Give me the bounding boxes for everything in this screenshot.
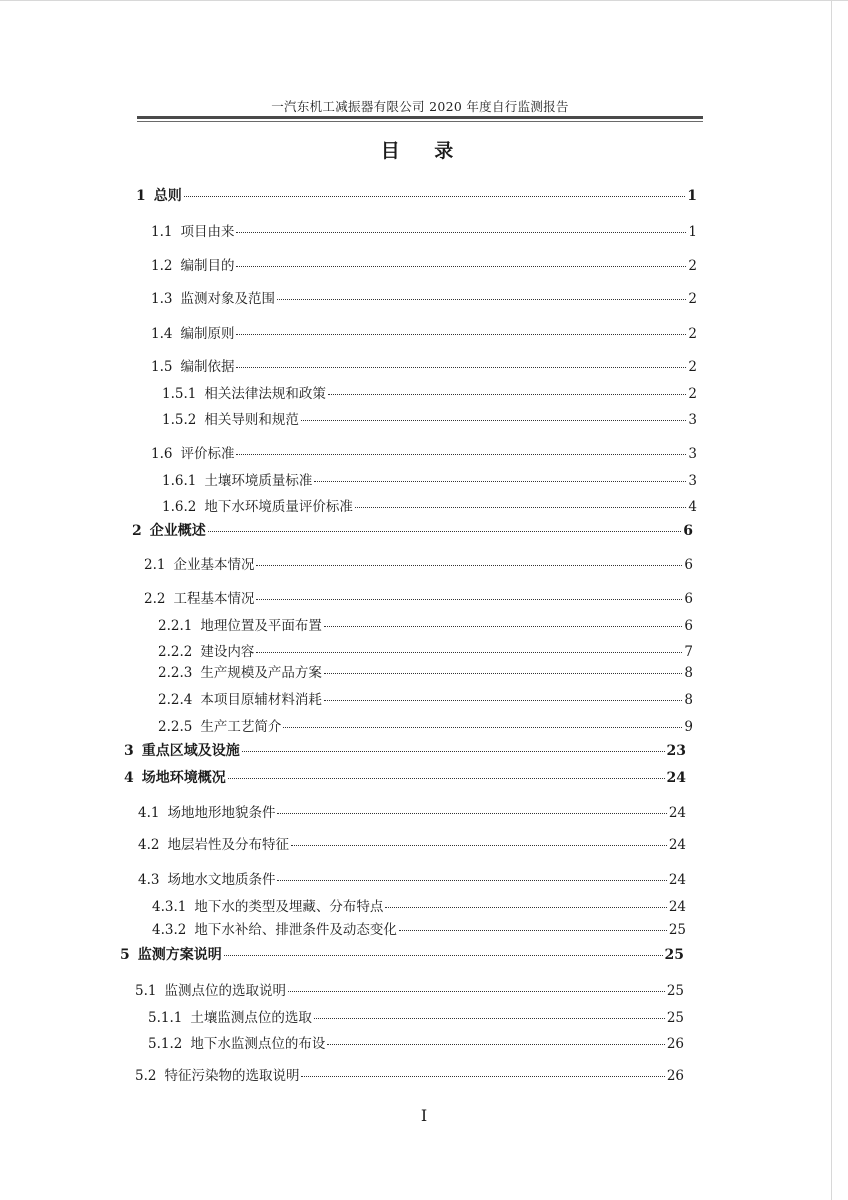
toc-entry-page: 2 (688, 359, 697, 375)
toc-entry[interactable] (152, 922, 686, 938)
toc-entry-page: 2 (688, 258, 697, 274)
toc-leader-dots (277, 299, 686, 300)
toc-entry-page: 25 (664, 947, 684, 963)
toc-entry-number: 5.1.2 (148, 1036, 183, 1052)
toc-entry-number: 1.5.2 (162, 412, 197, 428)
toc-entry-number: 1.1 (151, 224, 173, 240)
toc-leader-dots (324, 626, 683, 627)
toc-leader-dots (277, 880, 666, 881)
toc-entry[interactable] (135, 983, 684, 999)
toc-leader-dots (301, 420, 687, 421)
toc-entry-title: 编制原则 (180, 326, 235, 342)
toc-leader-dots (236, 266, 686, 267)
toc-entry-page: 24 (668, 837, 686, 853)
toc-entry-number: 3 (124, 743, 134, 759)
toc-entry-page: 6 (684, 591, 693, 607)
toc-leader-dots (224, 955, 663, 956)
toc-entry-title: 生产工艺简介 (200, 719, 282, 735)
toc-entry-title: 地下水环境质量评价标准 (204, 499, 353, 515)
page-number: I (420, 1106, 428, 1125)
toc-entry-number: 4.3 (138, 872, 160, 888)
toc-leader-dots (288, 991, 665, 992)
toc-entry-title: 监测方案说明 (137, 947, 222, 963)
toc-entry-page: 26 (666, 1068, 684, 1084)
toc-leader-dots (236, 367, 686, 368)
toc-entry-title: 工程基本情况 (173, 591, 255, 607)
toc-entry-number: 1.6.1 (162, 473, 197, 489)
toc-entry-title: 监测点位的选取说明 (164, 983, 286, 999)
toc-entry-page: 25 (668, 922, 686, 938)
toc-entry-page: 3 (688, 473, 697, 489)
toc-entry[interactable] (162, 386, 697, 402)
toc-entry-title: 项目由来 (180, 224, 235, 240)
toc-entry-page: 8 (684, 692, 693, 708)
toc-leader-dots (236, 334, 686, 335)
toc-entry[interactable] (151, 326, 697, 342)
toc-entry-page: 9 (684, 719, 693, 735)
toc-entry-page: 3 (688, 446, 697, 462)
toc-leader-dots (327, 1044, 664, 1045)
toc-entry[interactable] (132, 523, 693, 539)
toc-entry[interactable] (158, 618, 693, 634)
toc-entry[interactable] (124, 770, 686, 786)
toc-entry-number: 1.6 (151, 446, 173, 462)
toc-leader-dots (385, 907, 666, 908)
toc-entry-number: 2.2.3 (158, 665, 193, 681)
toc-entry[interactable] (120, 947, 684, 963)
toc-entry[interactable] (151, 258, 697, 274)
toc-entry[interactable] (135, 1068, 684, 1084)
toc-leader-dots (228, 778, 665, 779)
toc-leader-dots (256, 652, 682, 653)
toc-entry[interactable] (162, 412, 697, 428)
toc-entry-page: 6 (683, 523, 693, 539)
toc-leader-dots (184, 196, 686, 197)
header-rule-thick (137, 116, 703, 119)
toc-entry-number: 4.3.2 (152, 922, 187, 938)
toc-entry-page: 1 (688, 224, 697, 240)
toc-entry-title: 场地地形地貌条件 (167, 805, 276, 821)
toc-entry-number: 1.4 (151, 326, 173, 342)
toc-leader-dots (399, 930, 667, 931)
toc-entry[interactable] (151, 224, 697, 240)
toc-leader-dots (256, 565, 682, 566)
toc-entry-page: 24 (666, 770, 686, 786)
toc-entry-title: 评价标准 (180, 446, 235, 462)
toc-leader-dots (324, 700, 683, 701)
toc-leader-dots (242, 751, 665, 752)
toc-entry-title: 相关导则和规范 (204, 412, 299, 428)
toc-entry-title: 编制依据 (180, 359, 235, 375)
toc-entry-number: 1.2 (151, 258, 173, 274)
toc-entry-page: 24 (668, 899, 686, 915)
scan-edge-right (831, 0, 832, 1200)
toc-entry[interactable] (138, 872, 686, 888)
toc-entry[interactable] (152, 899, 686, 915)
toc-entry-title: 建设内容 (200, 644, 255, 660)
toc-leader-dots (283, 727, 682, 728)
toc-entry-number: 2.2.1 (158, 618, 193, 634)
toc-entry-number: 4.3.1 (152, 899, 187, 915)
toc-entry[interactable] (124, 743, 686, 759)
toc-entry-title: 企业概述 (149, 523, 206, 539)
scan-edge-top (0, 0, 848, 1)
toc-leader-dots (236, 232, 686, 233)
toc-entry[interactable] (144, 557, 693, 573)
toc-entry-page: 24 (668, 805, 686, 821)
toc-entry-title: 特征污染物的选取说明 (164, 1068, 300, 1084)
toc-leader-dots (236, 454, 686, 455)
header-rule-thin (137, 121, 703, 122)
toc-entry-page: 2 (688, 386, 697, 402)
toc-entry-number: 5.2 (135, 1068, 157, 1084)
toc-entry-number: 1.6.2 (162, 499, 197, 515)
toc-entry-page: 7 (684, 644, 693, 660)
toc-entry-page: 25 (666, 983, 684, 999)
toc-entry[interactable] (162, 473, 697, 489)
toc-entry-title: 监测对象及范围 (180, 291, 275, 307)
toc-entry-page: 4 (688, 499, 697, 515)
toc-entry-title: 总则 (153, 188, 182, 204)
toc-entry[interactable] (158, 692, 693, 708)
toc-entry-page: 3 (688, 412, 697, 428)
toc-leader-dots (324, 673, 683, 674)
toc-leader-dots (301, 1076, 664, 1077)
toc-entry[interactable] (148, 1036, 684, 1052)
toc-entry[interactable] (151, 359, 697, 375)
toc-entry-title: 地理位置及平面布置 (200, 618, 322, 634)
toc-leader-dots (328, 394, 687, 395)
toc-entry-page: 1 (687, 188, 697, 204)
toc-entry-number: 2.2.2 (158, 644, 193, 660)
toc-entry-number: 4 (124, 770, 134, 786)
toc-entry[interactable] (138, 837, 686, 853)
toc-entry-title: 重点区域及设施 (141, 743, 240, 759)
toc-entry-number: 1.3 (151, 291, 173, 307)
toc-entry-page: 2 (688, 326, 697, 342)
toc-entry[interactable] (144, 591, 693, 607)
toc-entry-page: 2 (688, 291, 697, 307)
toc-entry-title: 相关法律法规和政策 (204, 386, 326, 402)
toc-entry-number: 2.2.4 (158, 692, 193, 708)
toc-entry-title: 土壤环境质量标准 (204, 473, 313, 489)
toc-entry-page: 24 (668, 872, 686, 888)
toc-entry-page: 6 (684, 618, 693, 634)
toc-entry-number: 1.5.1 (162, 386, 197, 402)
toc-entry-number: 1.5 (151, 359, 173, 375)
toc-leader-dots (277, 813, 666, 814)
toc-leader-dots (314, 481, 686, 482)
toc-entry-title: 场地环境概况 (141, 770, 226, 786)
toc-entry[interactable] (158, 665, 693, 681)
toc-leader-dots (291, 845, 667, 846)
toc-entry-title: 地下水监测点位的布设 (190, 1036, 326, 1052)
toc-entry-title: 本项目原辅材料消耗 (200, 692, 322, 708)
toc-entry[interactable] (138, 805, 686, 821)
page-title: 目 录 (380, 140, 468, 162)
toc-entry-title: 编制目的 (180, 258, 235, 274)
toc-leader-dots (355, 507, 687, 508)
toc-entry[interactable] (158, 719, 693, 735)
toc-entry[interactable] (158, 644, 693, 660)
toc-entry-page: 8 (684, 665, 693, 681)
toc-entry[interactable] (148, 1010, 684, 1026)
toc-entry-number: 4.2 (138, 837, 160, 853)
toc-entry[interactable] (151, 446, 697, 462)
running-header: 一汽东机工减振器有限公司 2020 年度自行监测报告 (271, 99, 569, 114)
toc-entry-number: 4.1 (138, 805, 160, 821)
toc-entry[interactable] (136, 188, 697, 204)
toc-entry-title: 土壤监测点位的选取 (190, 1010, 312, 1026)
toc-entry-page: 26 (666, 1036, 684, 1052)
toc-entry-page: 6 (684, 557, 693, 573)
toc-leader-dots (256, 599, 682, 600)
toc-entry-title: 地下水的类型及埋藏、分布特点 (194, 899, 384, 915)
toc-entry-number: 5.1 (135, 983, 157, 999)
toc-entry-title: 场地水文地质条件 (167, 872, 276, 888)
toc-entry-title: 企业基本情况 (173, 557, 255, 573)
toc-entry-title: 生产规模及产品方案 (200, 665, 322, 681)
toc-entry-page: 25 (666, 1010, 684, 1026)
toc-leader-dots (314, 1018, 665, 1019)
toc-leader-dots (208, 531, 682, 532)
toc-entry-number: 2.2.5 (158, 719, 193, 735)
toc-entry-number: 1 (136, 188, 146, 204)
toc-entry[interactable] (162, 499, 697, 515)
toc-entry-title: 地层岩性及分布特征 (167, 837, 289, 853)
toc-entry-title: 地下水补给、排泄条件及动态变化 (194, 922, 397, 938)
toc-entry-number: 2 (132, 523, 142, 539)
toc-entry-number: 5 (120, 947, 130, 963)
toc-entry-number: 5.1.1 (148, 1010, 183, 1026)
toc-entry-number: 2.2 (144, 591, 166, 607)
toc-entry[interactable] (151, 291, 697, 307)
toc-entry-number: 2.1 (144, 557, 166, 573)
toc-entry-page: 23 (666, 743, 686, 759)
